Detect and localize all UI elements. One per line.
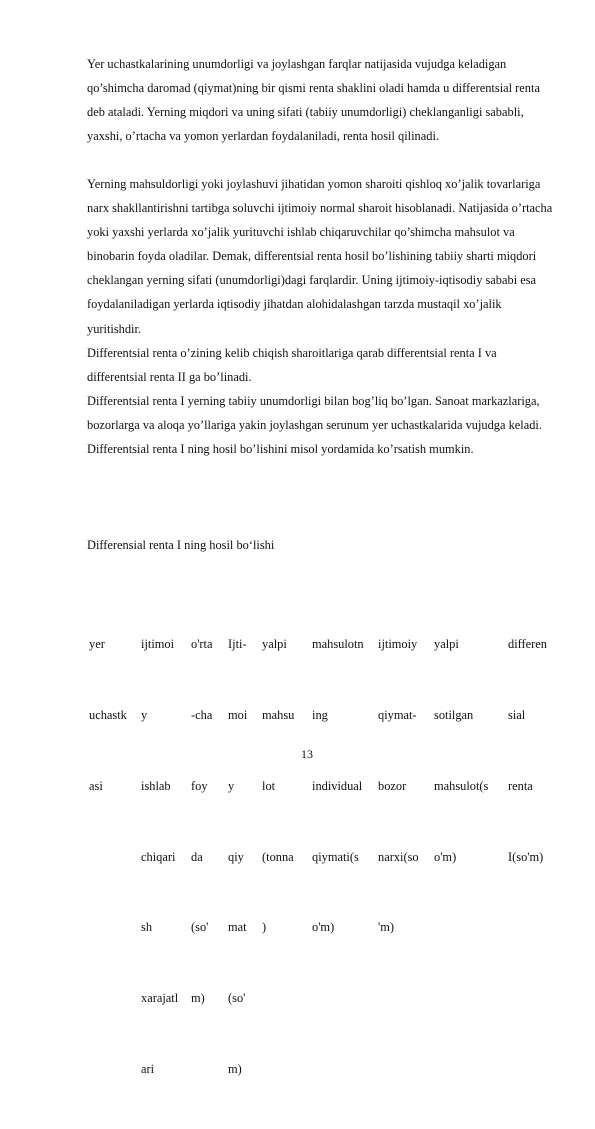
table-header-cell — [434, 586, 488, 916]
header-line: I(so'm) — [508, 849, 544, 864]
header-line: mahsulot(s — [434, 778, 489, 793]
header-line: 'm) — [378, 920, 394, 935]
header-line: (tonna — [262, 849, 294, 864]
header-line: narxi(so — [378, 849, 419, 864]
header-line: renta — [508, 778, 533, 793]
header-line: ing — [312, 707, 328, 722]
header-line: mahsu — [262, 707, 295, 722]
header-line: differen — [508, 637, 547, 652]
table-header-cell — [141, 586, 178, 1129]
table-title: Differensial renta I ning hosil bo‘lishi — [87, 538, 275, 552]
header-line: lot — [262, 778, 276, 793]
header-line: qiy — [228, 849, 244, 864]
header-line: asi — [89, 778, 103, 793]
header-line: yalpi — [434, 637, 459, 652]
header-line: o'rta — [191, 637, 213, 652]
header-line: m) — [191, 991, 205, 1006]
header-line: sh — [141, 920, 153, 935]
paragraph-3: Differentsial renta o’zining kelib chiqish sharoitlariga qarab differentsial renta I va differentsial renta II ga bo’linadi. — [87, 346, 497, 385]
header-line: bozor — [378, 778, 407, 793]
header-line: foy — [191, 778, 208, 793]
header-line: sotilgan — [434, 707, 474, 722]
table-header-cell — [378, 586, 419, 987]
header-line: qiymati(s — [312, 849, 359, 864]
header-line: chiqari — [141, 849, 176, 864]
header-line: y — [228, 778, 235, 793]
header-line: ari — [141, 1061, 155, 1076]
page-number: 13 — [301, 747, 313, 761]
header-line: o'm) — [434, 849, 457, 864]
table-header-cell — [262, 586, 294, 987]
header-line: qiymat- — [378, 707, 417, 722]
header-line: ) — [262, 920, 267, 935]
header-line: Ijti- — [228, 637, 247, 652]
header-line: -cha — [191, 707, 213, 722]
header-line: ijtimoiy — [378, 637, 418, 652]
table-header-cell — [191, 586, 213, 1058]
header-line: (so' — [228, 991, 246, 1006]
header-line: mat — [228, 920, 247, 935]
table-header-cell — [89, 586, 127, 846]
header-line: mahsulotn — [312, 637, 364, 652]
header-line: ishlab — [141, 778, 171, 793]
header-line: individual — [312, 778, 363, 793]
header-line: da — [191, 849, 203, 864]
table-header-cell — [312, 586, 364, 987]
header-line: moi — [228, 707, 248, 722]
paragraph-2: Yerning mahsuldorligi yoki joylashuvi jihatidan yomon sharoiti qishloq xo’jalik tovarlariga narx shakllantirishni tartibga soluvchi ijtimoiy normal sharoit hisoblanadi. Natijasida o’rtacha yoki yaxshi yerlarda xo’jalik yurituvchi ishlab chiqaruvchilar qo’shimcha mahsulot va binobarin foyda oladilar. Demak, differentsial renta hosil bo’lishining tabiiy sharti miqdori cheklangan yerning sifati (unumdorligi)dagi farqlardir. Uning ijtimoiy-iqtisodiy sababi esa foydalaniladigan yerlarda iqtisodiy jihatdan alohidalashgan tarzda mustaqil xo’jalik yuritishdir. — [87, 177, 553, 336]
table-header-cell — [228, 586, 247, 1129]
header-line: (so' — [191, 920, 209, 935]
header-line: ijtimoi — [141, 637, 175, 652]
header-line: o'm) — [312, 920, 335, 935]
paragraph-4: Differentsial renta I yerning tabiiy unumdorligi bilan bog’liq bo’lgan. Sanoat markazlariga, bozorlarga va aloqa yo’llariga yakin joylashgan serunum yer uchastkalarida vujudga keladi. Differentsial renta I ning hosil bo’lishini misol yordamida ko’rsatish mumkin. — [87, 394, 542, 457]
table-header-cell — [508, 586, 547, 916]
header-line: yalpi — [262, 637, 287, 652]
header-line: uchastk — [89, 707, 127, 722]
header-line: yer — [89, 637, 105, 652]
header-line: m) — [228, 1061, 242, 1076]
header-line: y — [141, 707, 148, 722]
paragraph-1: Yer uchastkalarining unumdorligi va joylashgan farqlar natijasida vujudga keladigan qo’shimcha daromad (qiymat)ning bir qismi renta shaklini oladi hamda u differentsial renta deb ataladi. Yerning miqdori va uning sifati (tabiiy unumdorligi) cheklanganligi sababli, yaxshi, o’rtacha va yomon yerlardan foydalaniladi, renta hosil qilinadi. — [87, 57, 540, 144]
header-line: xarajatl — [141, 991, 179, 1006]
header-line: sial — [508, 707, 526, 722]
